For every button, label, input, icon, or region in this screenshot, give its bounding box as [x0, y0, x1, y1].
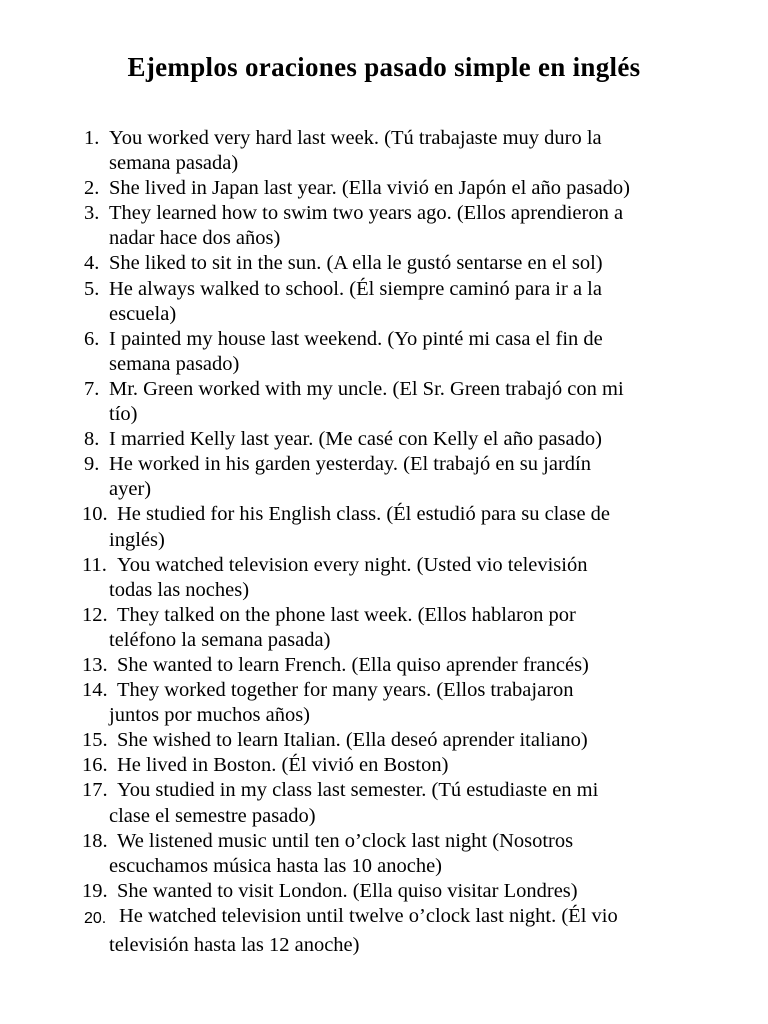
- list-item: [84, 201, 724, 251]
- list-item: [84, 678, 724, 728]
- item-number: 8.: [84, 428, 100, 451]
- sentence-list: [84, 126, 724, 958]
- item-text-continued: nadar hace dos años): [109, 227, 281, 250]
- item-number: 2.: [84, 177, 100, 200]
- item-number: 7.: [84, 377, 100, 400]
- item-text: I married Kelly last year. (Me casé con Kelly el año pasado): [109, 428, 602, 451]
- item-number: 11.: [82, 553, 107, 576]
- item-text-continued: ayer): [109, 478, 152, 501]
- item-text: He watched television until twelve o’clock last night. (Él vio: [119, 904, 618, 927]
- item-text: He worked in his garden yesterday. (El trabajó en su jardín: [109, 453, 591, 476]
- item-text: You worked very hard last week. (Tú trabajaste muy duro la: [109, 127, 602, 149]
- item-text: Mr. Green worked with my uncle. (El Sr. Green trabajó con mi: [109, 377, 624, 400]
- list-item: [84, 377, 724, 427]
- item-number: 12.: [82, 603, 108, 626]
- item-number: 1.: [84, 127, 100, 149]
- item-text: They talked on the phone last week. (Ellos hablaron por: [117, 603, 576, 626]
- item-number: 9.: [84, 453, 100, 476]
- list-item: [84, 904, 724, 958]
- item-text: They worked together for many years. (Ellos trabajaron: [117, 679, 574, 702]
- list-item: [84, 778, 724, 828]
- item-text: We listened music until ten o’clock last night (Nosotros: [117, 829, 574, 852]
- item-text-continued: inglés): [109, 528, 165, 551]
- list-item: [84, 553, 724, 603]
- item-text: I painted my house last weekend. (Yo pinté mi casa el fin de: [109, 327, 603, 350]
- item-number: 18.: [82, 829, 108, 852]
- item-text: You watched television every night. (Usted vio televisión: [117, 553, 588, 576]
- list-item: [84, 753, 724, 778]
- item-text: He lived in Boston. (Él vivió en Boston): [117, 754, 449, 777]
- item-text: She wished to learn Italian. (Ella deseó aprender italiano): [117, 729, 588, 752]
- item-text: She wanted to learn French. (Ella quiso aprender francés): [117, 653, 589, 676]
- list-item: [84, 452, 724, 502]
- item-text-continued: semana pasada): [109, 152, 239, 175]
- list-item: [84, 603, 724, 653]
- page-title: Ejemplos oraciones pasado simple en inglés: [127, 52, 641, 82]
- item-text: He studied for his English class. (Él estudió para su clase de: [117, 503, 611, 526]
- item-number: 15.: [82, 729, 108, 752]
- item-number: 14.: [82, 679, 108, 702]
- item-text: He always walked to school. (Él siempre caminó para ir a la: [109, 277, 602, 300]
- list-item: [84, 728, 724, 753]
- item-text: She liked to sit in the sun. (A ella le gustó sentarse en el sol): [109, 252, 603, 275]
- item-text-continued: escuchamos música hasta las 10 anoche): [109, 854, 443, 877]
- list-item: [84, 126, 724, 176]
- list-item: [84, 176, 724, 201]
- list-item: [84, 879, 724, 904]
- list-item: [84, 502, 724, 552]
- item-text: They learned how to swim two years ago. (Ellos aprendieron a: [109, 202, 624, 225]
- item-text: She lived in Japan last year. (Ella vivió en Japón el año pasado): [109, 177, 630, 200]
- item-text-continued: juntos por muchos años): [109, 704, 310, 727]
- item-number: 3.: [84, 202, 100, 225]
- item-number: 20.: [84, 909, 107, 927]
- item-number: 16.: [82, 754, 108, 777]
- item-text-continued: tío): [109, 403, 138, 426]
- item-text-continued: teléfono la semana pasada): [109, 628, 331, 651]
- item-number: 4.: [84, 252, 100, 275]
- item-number: 19.: [82, 879, 108, 902]
- item-text-continued: todas las noches): [109, 578, 250, 601]
- item-text-continued: televisión hasta las 12 anoche): [109, 934, 360, 956]
- list-item: [84, 829, 724, 879]
- list-item: [84, 277, 724, 327]
- list-item: [84, 251, 724, 276]
- item-number: 5.: [84, 277, 100, 300]
- item-text-continued: clase el semestre pasado): [109, 804, 316, 827]
- item-number: 17.: [82, 779, 108, 802]
- list-item: [84, 327, 724, 377]
- item-text-continued: escuela): [109, 302, 177, 325]
- item-number: 6.: [84, 327, 100, 350]
- item-text: She wanted to visit London. (Ella quiso visitar Londres): [117, 879, 578, 902]
- item-number: 13.: [82, 653, 108, 676]
- item-text: You studied in my class last semester. (Tú estudiaste en mi: [117, 779, 599, 802]
- item-text-continued: semana pasado): [109, 352, 240, 375]
- item-number: 10.: [82, 503, 108, 526]
- list-item: [84, 427, 724, 452]
- list-item: [84, 653, 724, 678]
